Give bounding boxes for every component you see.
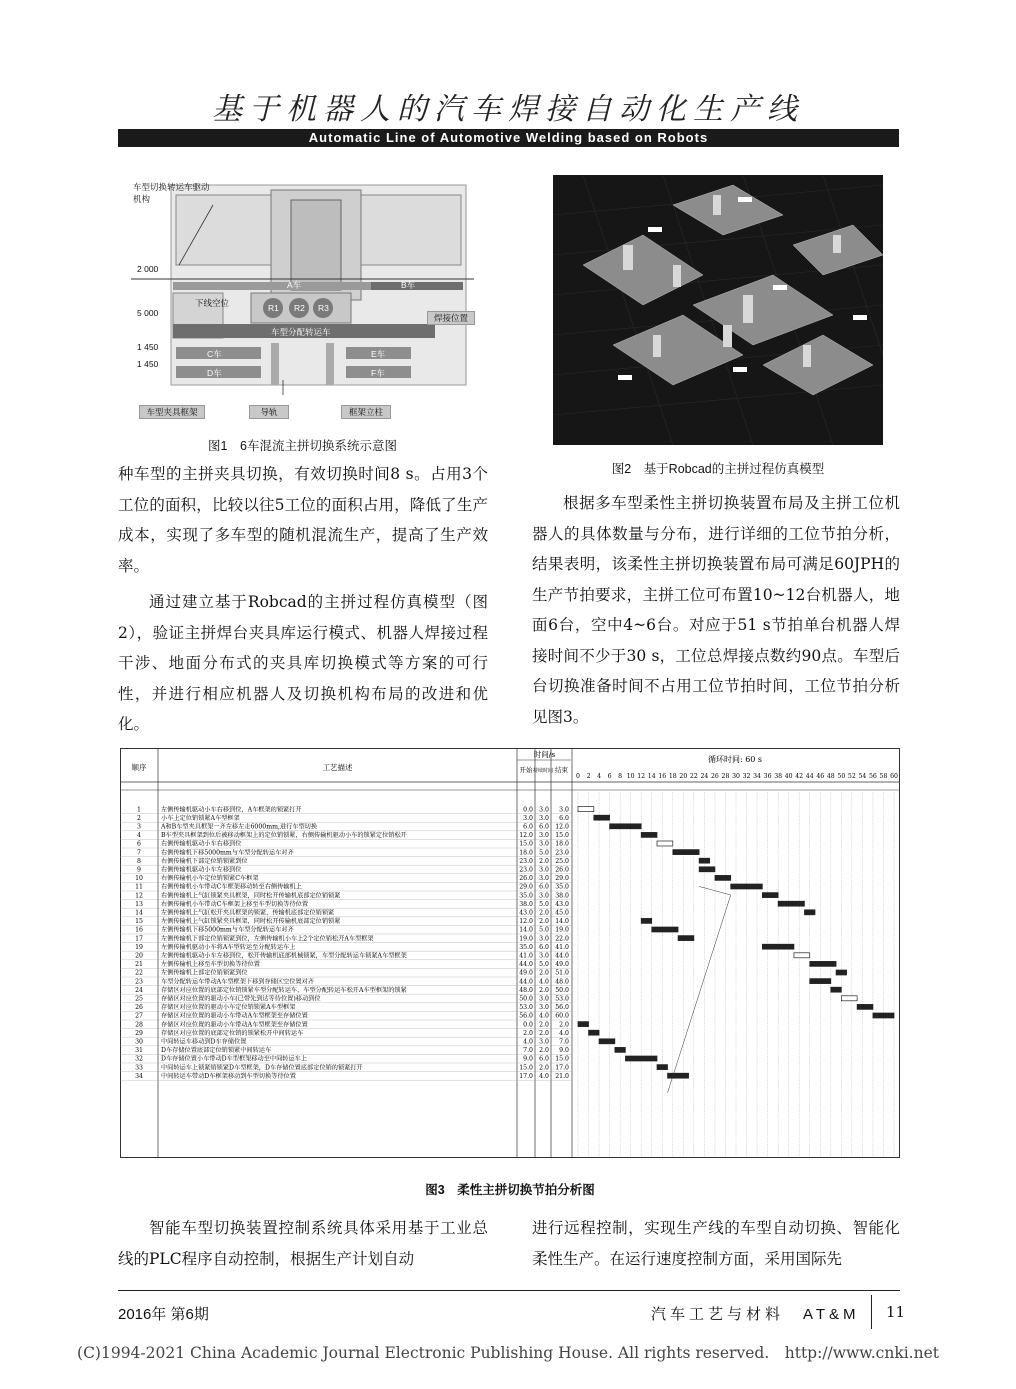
gantt-row-end: 56.0 xyxy=(555,1004,569,1012)
gantt-row-seq: 21 xyxy=(135,961,143,969)
gantt-tick-label: 44 xyxy=(805,773,814,780)
gantt-row-start: 23.0 xyxy=(519,866,533,874)
gantt-row-seq: 23 xyxy=(135,978,143,986)
gantt-row-end: 25.0 xyxy=(555,857,569,865)
gantt-row-desc: 右侧传输机下移5000mm与车型分配转运车对齐 xyxy=(161,849,294,857)
gantt-row-start: 15.0 xyxy=(519,840,533,848)
gantt-row-seq: 31 xyxy=(135,1047,143,1055)
gantt-tick-label: 12 xyxy=(637,773,646,780)
gantt-row-dur: 2.0 xyxy=(539,1021,549,1029)
fig1-robot-r3: R3 xyxy=(318,303,329,313)
gantt-tick-label: 48 xyxy=(826,773,835,780)
gantt-row-desc: 左侧传输机上气缸松开夹具框架的锁紧，传输机底部定位销锁紧 xyxy=(161,909,335,917)
gantt-bar xyxy=(841,996,857,1001)
gantt-row-dur: 6.0 xyxy=(539,883,549,891)
gantt-row-end: 35.0 xyxy=(555,883,569,891)
gantt-tick-label: 52 xyxy=(847,773,856,780)
gantt-row-end: 50.0 xyxy=(555,986,569,994)
gantt-bar xyxy=(831,987,842,992)
gantt-tick-label: 0 xyxy=(576,773,580,780)
gantt-row-dur: 2.0 xyxy=(539,1029,549,1037)
gantt-row-seq: 1 xyxy=(137,806,141,814)
gantt-tick-label: 56 xyxy=(868,773,877,780)
gantt-row-seq: 19 xyxy=(135,943,143,951)
gantt-tick-label: 14 xyxy=(647,773,656,780)
gantt-tick-label: 24 xyxy=(700,773,709,780)
fig1-car-c: C车 xyxy=(207,349,222,359)
gantt-row-end: 19.0 xyxy=(555,926,569,934)
gantt-row-desc: 左侧传输机驱动小车右移到位，A车框架的锁紧打开 xyxy=(161,806,302,814)
gantt-row-desc: 左侧传输机下部定位销锁紧到位，左侧传输机小车上2个定位销松开A车型框架 xyxy=(161,935,374,943)
gantt-bar xyxy=(731,884,763,889)
gantt-row-dur: 5.0 xyxy=(539,961,549,969)
gantt-row-end: 43.0 xyxy=(555,900,569,908)
gantt-bar xyxy=(836,970,847,975)
gantt-tick-label: 30 xyxy=(732,773,740,780)
gantt-row-start: 6.0 xyxy=(523,823,533,831)
gantt-row-dur: 3.0 xyxy=(539,952,549,960)
gantt-row-start: 17.0 xyxy=(519,1072,533,1080)
figure2-svg xyxy=(553,175,883,445)
copyright-notice: (C)1994-2021 China Academic Journal Electronic Publishing House. All rights reserved. http://www.cnki.net xyxy=(77,1344,939,1362)
gantt-row-desc: 车型分配转运车带动A车型框架下移到存储区空位置对齐 xyxy=(161,978,314,986)
gantt-row-seq: 13 xyxy=(135,900,143,908)
gantt-bar xyxy=(794,953,810,958)
gantt-cycle-label: 循环时间: 60 s xyxy=(707,755,763,764)
gantt-row-dur: 2.0 xyxy=(539,986,549,994)
gantt-row-start: 18.0 xyxy=(519,849,533,857)
gantt-header-time: 时间/s xyxy=(533,750,556,759)
gantt-row-desc: 中间转运车上锁紧销锁紧D车型框架，D车存储位置底部定位销的锁紧打开 xyxy=(161,1064,363,1072)
gantt-row-end: 7.0 xyxy=(559,1038,569,1046)
gantt-row-dur: 3.0 xyxy=(539,832,549,840)
bottom-left-text: 智能车型切换装置控制系统具体采用基于工业总线的PLC程序自动控制，根据生产计划自动 xyxy=(118,1219,488,1268)
fig1-transfer-cart: 车型分配转运车 xyxy=(271,327,331,337)
gantt-row-start: 38.0 xyxy=(519,900,533,908)
gantt-row-end: 17.0 xyxy=(555,1064,569,1072)
gantt-bar xyxy=(641,832,657,837)
gantt-row-dur: 3.0 xyxy=(539,1038,549,1046)
gantt-bar xyxy=(678,936,694,941)
gantt-row-start: 3.0 xyxy=(523,814,533,822)
gantt-row-start: 12.0 xyxy=(519,918,533,926)
gantt-row-seq: 11 xyxy=(135,883,143,891)
gantt-row-dur: 3.0 xyxy=(539,806,549,814)
gantt-row-end: 15.0 xyxy=(555,1055,569,1063)
gantt-row-seq: 30 xyxy=(135,1038,143,1046)
gantt-row-desc: 小车上定位销锁紧A车型框架 xyxy=(161,814,240,822)
gantt-row-desc: 左侧传输机下移5000mm与车型分配转运车对齐 xyxy=(161,926,294,934)
gantt-row-dur: 2.0 xyxy=(539,1047,549,1055)
gantt-bar xyxy=(641,918,652,923)
gantt-tick-label: 10 xyxy=(626,773,635,780)
gantt-tick-label: 36 xyxy=(763,773,772,780)
gantt-row-end: 44.0 xyxy=(555,952,569,960)
gantt-row-seq: 24 xyxy=(135,986,143,994)
left-paragraph-1: 种车型的主拼夹具切换，有效切换时间8 s。占用3个工位的面积，比较以往5工位的面积占用，降低了生产成本，实现了多车型的随机混流生产，提高了生产效率。 xyxy=(118,465,488,575)
gantt-row-end: 26.0 xyxy=(555,866,569,874)
gantt-row-start: 35.0 xyxy=(519,943,533,951)
gantt-row-dur: 6.0 xyxy=(539,943,549,951)
gantt-bar xyxy=(715,875,731,880)
fig1-rail: 导轨 xyxy=(249,405,289,419)
gantt-row-start: 50.0 xyxy=(519,995,533,1003)
gantt-row-dur: 2.0 xyxy=(539,909,549,917)
fig1-offline-slot: 下线空位 xyxy=(195,298,230,308)
gantt-row-desc: A和B车型夹具框架一齐左移左走6000mm,进行车型切换 xyxy=(161,823,318,831)
gantt-row-start: 53.0 xyxy=(519,1004,533,1012)
figure1-caption: 图1 6车混流主拼切换系统示意图 xyxy=(208,439,397,453)
gantt-row-desc: 右侧传输机小车带动C车框架上移至车型切换等待位置 xyxy=(161,900,309,908)
gantt-row-desc: 存储区对应位置的驱动小车定位销锁紧A车型框架 xyxy=(161,1004,296,1012)
gantt-row-desc: 中间转运车移动到D车存储位置 xyxy=(161,1038,247,1046)
gantt-row-dur: 3.0 xyxy=(539,866,549,874)
gantt-bar xyxy=(657,841,673,846)
gantt-row-end: 48.0 xyxy=(555,978,569,986)
gantt-row-seq: 27 xyxy=(135,1012,143,1020)
figure2-simulation-image xyxy=(553,175,883,445)
gantt-tick-label: 26 xyxy=(710,773,719,780)
gantt-row-start: 29.0 xyxy=(519,883,533,891)
gantt-row-end: 14.0 xyxy=(555,918,569,926)
gantt-row-desc: B车型夹具框架到位后被移动框架上的定位销锁紧，右侧传输机驱动小车的锁紧定位销松开 xyxy=(161,832,407,840)
gantt-row-start: 23.0 xyxy=(519,857,533,865)
gantt-tick-label: 20 xyxy=(679,773,688,780)
gantt-row-end: 53.0 xyxy=(555,995,569,1003)
gantt-row-start: 14.0 xyxy=(519,926,533,934)
fig1-car-d: D车 xyxy=(207,368,222,378)
gantt-row-desc: 存储区对应位置的驱动小车(已带先到达等待位置)移动到位 xyxy=(161,995,321,1003)
gantt-row-start: 0.0 xyxy=(523,806,533,814)
bottom-left-paragraph xyxy=(118,1213,488,1274)
fig1-car-a: A车 xyxy=(287,280,302,290)
gantt-row-end: 21.0 xyxy=(555,1072,569,1080)
gantt-row-seq: 28 xyxy=(135,1021,143,1029)
figure3-caption: 图3 柔性主拼切换节拍分析图 xyxy=(425,1183,595,1197)
journal-section-title: 基于机器人的汽车焊接自动化生产线 xyxy=(212,92,804,127)
gantt-row-seq: 20 xyxy=(135,952,143,960)
gantt-bar xyxy=(589,1030,600,1035)
figure1-svg xyxy=(131,175,474,425)
fig1-column: 框架立柱 xyxy=(341,405,391,419)
gantt-row-end: 60.0 xyxy=(555,1012,569,1020)
gantt-row-dur: 2.0 xyxy=(539,857,549,865)
right-column xyxy=(532,488,900,732)
gantt-row-start: 15.0 xyxy=(519,1064,533,1072)
gantt-bar xyxy=(778,901,804,906)
gantt-svg xyxy=(120,748,900,1158)
gantt-row-end: 22.0 xyxy=(555,935,569,943)
gantt-row-end: 38.0 xyxy=(555,892,569,900)
fig1-car-e: E车 xyxy=(371,349,386,359)
fig1-dim-5000: 5 000 xyxy=(137,308,159,318)
gantt-tick-label: 50 xyxy=(837,773,846,780)
gantt-row-end: 49.0 xyxy=(555,961,569,969)
gantt-row-start: 44.0 xyxy=(519,978,533,986)
footer-page-number: 11 xyxy=(886,1303,906,1321)
gantt-row-dur: 2.0 xyxy=(539,918,549,926)
gantt-row-desc: 存储区对应位置的底部定位销的锁紧松开中间转运车 xyxy=(161,1029,304,1037)
gantt-row-start: 41.0 xyxy=(519,952,533,960)
gantt-row-dur: 6.0 xyxy=(539,823,549,831)
gantt-row-end: 41.0 xyxy=(555,943,569,951)
gantt-bar xyxy=(873,1013,894,1018)
bottom-right-paragraph xyxy=(532,1213,900,1274)
figure1-diagram xyxy=(131,175,474,425)
gantt-row-seq: 12 xyxy=(135,892,143,900)
fig1-fixture-frame: 车型夹具框架 xyxy=(139,405,205,419)
gantt-tick-label: 22 xyxy=(689,773,698,780)
gantt-row-desc: 右侧传输机驱动小车右移到位 xyxy=(161,840,242,848)
gantt-row-start: 35.0 xyxy=(519,892,533,900)
gantt-bar xyxy=(578,807,594,812)
gantt-row-dur: 4.0 xyxy=(539,1012,549,1020)
gantt-tick-label: 16 xyxy=(658,773,667,780)
fig1-robot-r1: R1 xyxy=(268,303,279,313)
gantt-bar xyxy=(699,858,710,863)
gantt-row-desc: 存储区对应位置的底部定位销锁紧车型分配转运车，车型分配转运车松开A车型框架的锁紧 xyxy=(161,986,407,994)
footer-issue: 2016年 第6期 xyxy=(118,1306,209,1323)
gantt-bar xyxy=(610,824,642,829)
gantt-row-dur: 5.0 xyxy=(539,849,549,857)
gantt-row-dur: 3.0 xyxy=(539,995,549,1003)
gantt-row-seq: 22 xyxy=(135,969,143,977)
gantt-row-end: 6.0 xyxy=(559,814,569,822)
gantt-bar xyxy=(804,910,815,915)
gantt-row-start: 44.0 xyxy=(519,961,533,969)
left-paragraph-2: 通过建立基于Robcad的主拼过程仿真模型（图2），验证主拼焊台夹具库运行模式、机器人焊接过程干涉、地面分布式的夹具库切换模式等方案的可行性，并进行相应机器人及切换机构布局的改进和优化。 xyxy=(118,593,488,733)
gantt-row-seq: 6 xyxy=(137,840,141,848)
gantt-row-seq: 4 xyxy=(137,832,141,840)
gantt-header-start: 开始 xyxy=(519,766,533,774)
gantt-tick-label: 58 xyxy=(879,773,888,780)
gantt-row-desc: 左侧传输机驱动小车将A车型转运至分配转运车上 xyxy=(161,943,296,951)
gantt-row-seq: 25 xyxy=(135,995,143,1003)
gantt-row-seq: 34 xyxy=(135,1072,143,1080)
gantt-row-seq: 14 xyxy=(135,909,143,917)
gantt-tick-label: 40 xyxy=(784,773,793,780)
gantt-bar xyxy=(810,961,836,966)
gantt-row-start: 26.0 xyxy=(519,875,533,883)
gantt-row-dur: 6.0 xyxy=(539,1055,549,1063)
gantt-row-dur: 2.0 xyxy=(539,1064,549,1072)
gantt-row-desc: 右侧传输机驱动小车左移到位 xyxy=(161,866,242,874)
gantt-row-end: 3.0 xyxy=(559,806,569,814)
gantt-row-desc: 中间转运车带动D车框架移动到车型切换等待位置 xyxy=(161,1072,296,1080)
gantt-bar xyxy=(594,815,610,820)
gantt-row-end: 9.0 xyxy=(559,1047,569,1055)
gantt-tick-label: 6 xyxy=(607,773,612,780)
gantt-bar xyxy=(699,867,715,872)
gantt-header-seq: 顺序 xyxy=(131,763,147,772)
gantt-tick-label: 38 xyxy=(774,773,783,780)
gantt-row-desc: 右侧传输机上气缸锁紧夹具框架，同时松开传输机底部定位销锁紧 xyxy=(161,892,341,900)
gantt-tick-label: 60 xyxy=(890,773,898,780)
gantt-row-seq: 3 xyxy=(137,823,141,831)
gantt-row-desc: 右侧传输机下部定位销锁紧到位 xyxy=(161,857,248,865)
gantt-row-seq: 26 xyxy=(135,1004,143,1012)
gantt-bar xyxy=(762,893,778,898)
fig1-car-b: B车 xyxy=(401,280,416,290)
gantt-bar xyxy=(762,944,794,949)
gantt-bar xyxy=(673,850,699,855)
gantt-row-start: 48.0 xyxy=(519,986,533,994)
left-column xyxy=(118,459,488,740)
footer-rule xyxy=(118,1290,900,1291)
gantt-bar xyxy=(668,1073,689,1078)
gantt-row-desc: 存储区对应位置的驱动小车带动A车型框架至存储位置 xyxy=(161,1021,308,1029)
gantt-row-end: 4.0 xyxy=(559,1029,569,1037)
bottom-right-text: 进行远程控制，实现生产线的车型自动切换、智能化柔性生产。在运行速度控制方面，采用国际先 xyxy=(532,1219,900,1268)
gantt-row-end: 51.0 xyxy=(555,969,569,977)
gantt-row-start: 19.0 xyxy=(519,935,533,943)
footer-page-divider xyxy=(871,1295,872,1329)
gantt-row-desc: 右侧传输机小车定位销锁紧C车框架 xyxy=(161,875,259,883)
gantt-row-seq: 33 xyxy=(135,1064,143,1072)
figure2-caption: 图2 基于Robcad的主拼过程仿真模型 xyxy=(611,462,825,476)
gantt-row-start: 43.0 xyxy=(519,909,533,917)
gantt-row-end: 23.0 xyxy=(555,849,569,857)
gantt-row-dur: 4.0 xyxy=(539,1072,549,1080)
right-paragraph-1: 根据多车型柔性主拼切换装置布局及主拼工位机器人的具体数量与分布，进行详细的工位节拍分析，结果表明，该柔性主拼切换装置布局可满足60JPH的生产节拍要求，主拼工位可布置10~12台机器人，地面6台，空中4~6台。对应于51 s节拍单台机器人焊接时间不少于30 s，工位总焊接点数约90点。车型后台切换准备时间不占用工位节拍时间，工位节拍分析见图3。 xyxy=(532,494,900,726)
gantt-row-dur: 3.0 xyxy=(539,875,549,883)
figure3-gantt-chart xyxy=(120,748,900,1158)
gantt-bar xyxy=(578,1022,589,1027)
fig1-car-f: F车 xyxy=(371,368,385,378)
gantt-row-start: 9.0 xyxy=(523,1055,533,1063)
gantt-row-desc: 左侧传输机上部定位销锁紧到位 xyxy=(161,969,248,977)
gantt-row-seq: 7 xyxy=(137,849,141,857)
gantt-row-start: 7.0 xyxy=(523,1047,533,1055)
fig1-dim-1450b: 1 450 xyxy=(137,359,159,369)
gantt-row-desc: D车存储位置小车带动D车型框架移动至中间转运车上 xyxy=(161,1055,308,1063)
gantt-row-start: 56.0 xyxy=(519,1012,533,1020)
gantt-row-start: 4.0 xyxy=(523,1038,533,1046)
gantt-row-end: 29.0 xyxy=(555,875,569,883)
gantt-row-end: 12.0 xyxy=(555,823,569,831)
gantt-row-dur: 3.0 xyxy=(539,814,549,822)
fig1-weld-position: 焊接位置 xyxy=(427,311,475,325)
gantt-row-end: 2.0 xyxy=(559,1021,569,1029)
gantt-row-dur: 2.0 xyxy=(539,969,549,977)
gantt-row-seq: 8 xyxy=(137,857,141,865)
gantt-row-desc: 左侧传输机上气缸锁紧夹具框架，同时松开传输机底部定位销锁紧 xyxy=(161,918,341,926)
gantt-tick-label: 42 xyxy=(795,773,804,780)
gantt-row-seq: 16 xyxy=(135,926,143,934)
gantt-tick-label: 34 xyxy=(753,773,762,780)
gantt-row-desc: 存储区对应位置的驱动小车带动A车型框架至存储位置 xyxy=(161,1012,308,1020)
gantt-row-seq: 9 xyxy=(137,866,141,874)
gantt-row-dur: 5.0 xyxy=(539,900,549,908)
gantt-tick-label: 46 xyxy=(816,773,825,780)
gantt-tick-label: 8 xyxy=(618,773,623,780)
gantt-row-seq: 29 xyxy=(135,1029,143,1037)
gantt-header-end: 结束 xyxy=(555,766,568,774)
gantt-header-dur: 持续时间 xyxy=(532,768,554,774)
gantt-tick-label: 28 xyxy=(721,773,730,780)
gantt-row-dur: 3.0 xyxy=(539,840,549,848)
gantt-row-seq: 2 xyxy=(137,814,141,822)
fig1-dim-2000: 2 000 xyxy=(137,264,159,274)
gantt-row-dur: 3.0 xyxy=(539,1004,549,1012)
gantt-tick-label: 18 xyxy=(668,773,677,780)
footer-journal: 汽车工艺与材料 AT&M xyxy=(651,1306,860,1323)
gantt-bar xyxy=(599,1039,615,1044)
gantt-row-end: 15.0 xyxy=(555,832,569,840)
gantt-row-start: 49.0 xyxy=(519,969,533,977)
gantt-row-dur: 5.0 xyxy=(539,926,549,934)
gantt-bar xyxy=(857,1004,873,1009)
gantt-row-dur: 3.0 xyxy=(539,935,549,943)
gantt-row-start: 2.0 xyxy=(523,1029,533,1037)
gantt-bar xyxy=(625,1056,657,1061)
gantt-bar xyxy=(615,1047,626,1052)
gantt-bar xyxy=(652,927,678,932)
section-subtitle-en: Automatic Line of Automotive Welding based on Robots xyxy=(118,129,899,147)
gantt-bar xyxy=(810,979,831,984)
gantt-row-desc: 左侧传输机驱动小车左移到位，松开传输机底部机械锁紧，车型分配转运车锁紧A车型框架 xyxy=(161,952,407,960)
gantt-row-dur: 3.0 xyxy=(539,892,549,900)
gantt-tick-label: 4 xyxy=(597,773,602,780)
gantt-tick-label: 32 xyxy=(742,773,751,780)
gantt-row-start: 0.0 xyxy=(523,1021,533,1029)
gantt-bar xyxy=(657,1065,668,1070)
gantt-row-start: 12.0 xyxy=(519,832,533,840)
fig1-robot-r2: R2 xyxy=(294,303,305,313)
gantt-row-seq: 32 xyxy=(135,1055,143,1063)
gantt-row-end: 45.0 xyxy=(555,909,569,917)
gantt-header-desc: 工艺描述 xyxy=(322,763,353,772)
gantt-tick-label: 54 xyxy=(858,773,867,780)
gantt-row-desc: 左侧传输机上移至车型切换等待位置 xyxy=(161,961,260,969)
gantt-row-desc: 右侧传输机小车带动C车框架移动转至右侧传输机上 xyxy=(161,883,302,891)
fig1-label-drive: 车型切换转运车驱动机构 xyxy=(133,182,210,204)
gantt-row-end: 18.0 xyxy=(555,840,569,848)
gantt-row-desc: D车存储位置底部定位销锁紧中间转运车 xyxy=(161,1047,272,1055)
gantt-row-seq: 17 xyxy=(135,935,143,943)
gantt-row-seq: 15 xyxy=(135,918,143,926)
fig1-dim-1450a: 1 450 xyxy=(137,342,159,352)
gantt-row-seq: 10 xyxy=(135,875,143,883)
gantt-row-dur: 4.0 xyxy=(539,978,549,986)
gantt-tick-label: 2 xyxy=(586,773,591,780)
